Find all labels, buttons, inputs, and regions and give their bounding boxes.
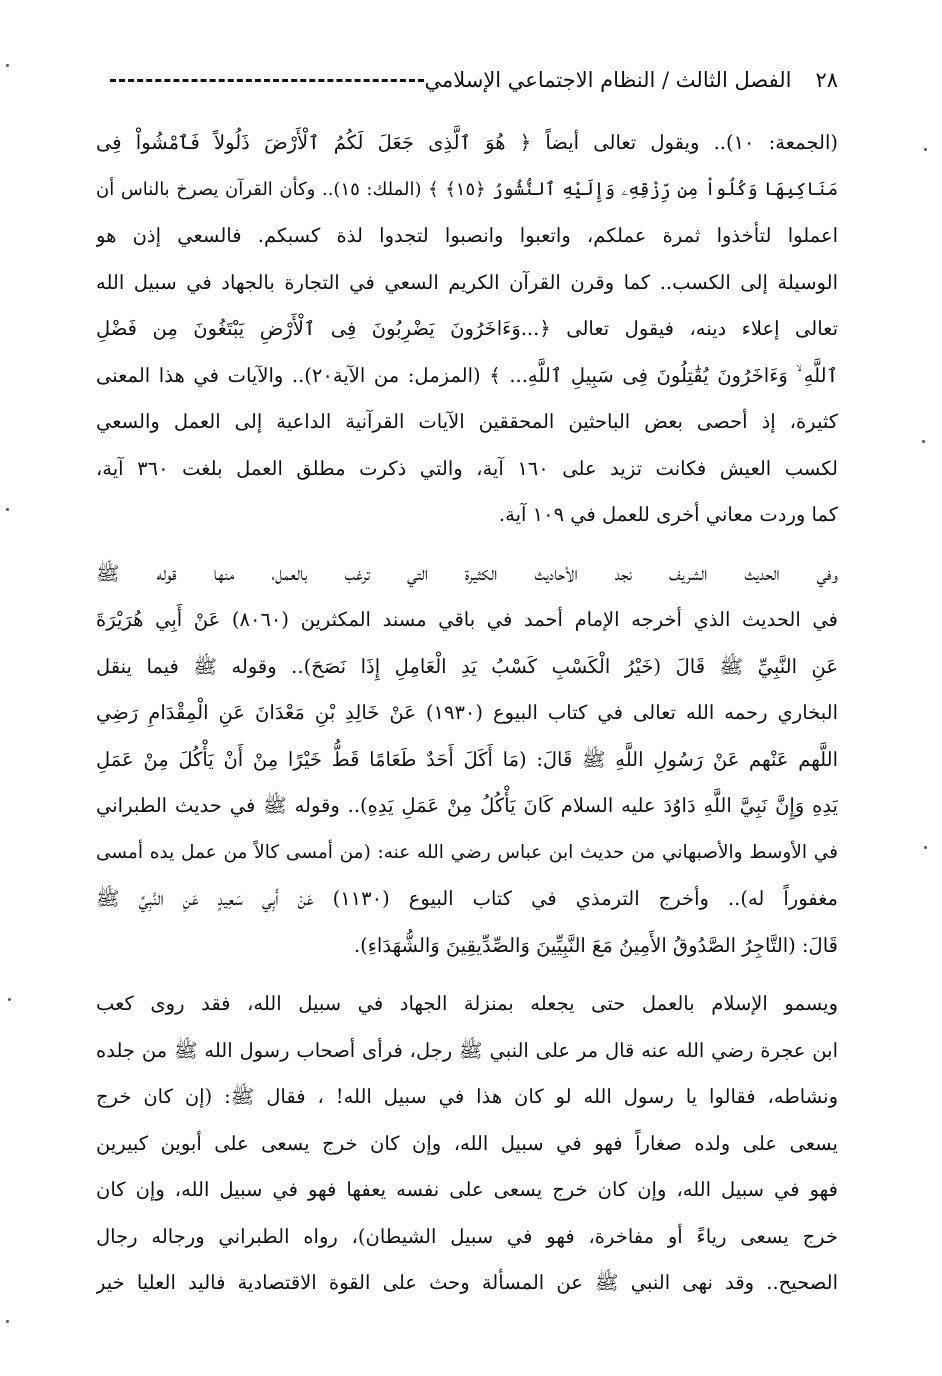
text-line: في الأوسط والأصبهاني من حديث ابن عباس رضي الله عنه: (من أمسى كالاً من عمل يده أمسى <box>96 841 838 863</box>
chapter-title: الفصل الثالث / النظام الاجتماعي الإسلامي <box>424 68 792 92</box>
text-line: الصحيح.. وقد نهى النبي ﷺ عن المسألة وحث على القوة الاقتصادية فاليد العليا خير <box>96 1271 838 1294</box>
text-line: يَدِهِ وَإِنَّ نَبِيَّ اللَّهِ دَاوُدَ عليه السلام كَانَ يَأْكُلُ مِنْ عَمَلِ يَدِهِ).. وقوله ﷺ في حديث الطبراني <box>96 794 838 817</box>
text-line: قَالَ: (التَّاجِرُ الصَّدُوقُ الأَمِينُ مَعَ النَّبِيِّينَ وَالصِّدِّيقِينَ وَالشُّهَدَاءِ). <box>353 933 838 957</box>
scan-speck <box>6 1320 9 1323</box>
header-dashed-rule <box>110 79 424 82</box>
scan-speck <box>924 846 927 849</box>
text-line: فهو في سبيل الله، وإن كان خرج يسعى على نفسه يعفها فهو في سبيل الله، وإن كان <box>96 1178 838 1201</box>
text-line: مغفوراً له).. وأخرج الترمذي في كتاب البيوع (١١٣٠) عَنْ أَبِي سَعِيدٍ عَنِ النَّبِيِّ ﷺ <box>96 887 838 910</box>
text-line: خرج يسعى رياءً أو مفاخرة، فهو في سبيل الشيطان)، رواه الطبراني ورجاله رجال <box>96 1224 838 1248</box>
text-line: يسعى على ولده صغاراً فهو في سبيل الله، وإن كان خرج يسعى على أبوين كبيرين <box>96 1131 838 1155</box>
scan-speck <box>8 998 11 1001</box>
text-line: كثيرة، إذ أحصى بعض الباحثين المحققين الآيات القرآنية الداعية إلى العمل والسعي <box>96 410 838 433</box>
scan-speck <box>6 64 9 67</box>
text-line: اعملوا لتأخذوا ثمرة عملكم، واتعبوا وانصبوا لتجدوا لذة كسبكم. فالسعي إذن هو <box>96 224 838 247</box>
text-line: ٱللَّهِ ۙ وَءَاخَرُونَ يُقَٰتِلُونَ فِى سَبِيلِ ٱللَّهِ... ﴾ (المزمل: من الآية٢٠).. والآيات في هذا المعنى <box>96 363 838 387</box>
text-line: مَنَاكِبِهَا وَكُلُواْ مِن رِّزْقِهِۦ وَإِلَيْهِ ٱلنُّشُورُ ﴿١٥﴾ ﴾ (الملك: ١٥).. وكأن القرآن يصرخ بالناس أن <box>96 178 838 200</box>
text-line: البخاري رحمه الله تعالى في كتاب البيوع (١٩٣٠) عَنْ خَالِدِ بْنِ مَعْدَانَ عَنِ الْمِقْدَامِ رَضِي <box>96 701 838 724</box>
scan-speck <box>6 508 9 511</box>
text-line: لكسب العيش فكانت تزيد على ١٦٠ آية، والتي ذكرت مطلق العمل بلغت ٣٦٠ آية، <box>96 456 838 480</box>
scan-speck <box>922 440 925 443</box>
paragraph-1 <box>96 120 838 539</box>
page-number: ٢٨ <box>815 68 838 92</box>
text-line: عَنِ النَّبِيِّ ﷺ قَالَ (خَيْرُ الْكَسْبِ كَسْبُ يَدِ الْعَامِلِ إِذَا نَصَحَ).. وقوله ﷺ فيما ينقل <box>96 654 838 678</box>
scan-speck <box>924 148 927 151</box>
paragraph-2 <box>96 551 838 970</box>
text-line: تعالى إعلاء دينه، فيقول تعالى ﴿...وَءَاخَرُونَ يَضْرِبُونَ فِى ٱلْأَرْضِ يَبْتَغُونَ مِن فَضْلِ <box>96 317 838 340</box>
text-line: وفي الحديث الشريف نجد الأحاديث الكثيرة التي ترغب بالعمل، منها قوله ﷺ <box>96 561 838 585</box>
text-line: ابن عجرة رضي الله عنه قال مر على النبي ﷺ رجل، فرأى أصحاب رسول الله ﷺ من جلده <box>96 1038 838 1062</box>
text-line: الوسيلة إلى الكسب.. كما وقرن القرآن الكريم السعي في التجارة بالجهاد في سبيل الله <box>96 270 838 294</box>
text-line: في الحديث الذي أخرجه الإمام أحمد في باقي مسند المكثرين (٨٠٦٠) عَنْ أَبِي هُرَيْرَةَ <box>96 608 838 631</box>
body-text <box>96 120 838 1319</box>
text-line: ونشاطه، فقالوا يا رسول الله لو كان هذا في سبيل الله! ، فقال ﷺ: (إن كان خرج <box>96 1085 838 1108</box>
running-header <box>96 60 838 100</box>
text-line: (الجمعة: ١٠).. ويقول تعالى أيضاً ﴿ هُوَ ٱلَّذِى جَعَلَ لَكُمُ ٱلْأَرْضَ ذَلُولاً فَٱمْشُواْ فِى <box>96 131 838 154</box>
text-line: كما وردت معاني أخرى للعمل في ١٠٩ آية. <box>498 503 838 526</box>
paragraph-3 <box>96 981 838 1307</box>
text-line: ويسمو الإسلام بالعمل حتى يجعله بمنزلة الجهاد في سبيل الله، فقد روى كعب <box>96 992 838 1015</box>
text-line: اللَّهم عَنْهم عَنْ رَسُولِ اللَّهِ ﷺ قَالَ: (مَا أَكَلَ أَحَدٌ طَعَامًا قَطُّ خَيْرًا مِنْ أَنْ يَأْكُلَ مِنْ عَمَلِ <box>96 747 838 771</box>
